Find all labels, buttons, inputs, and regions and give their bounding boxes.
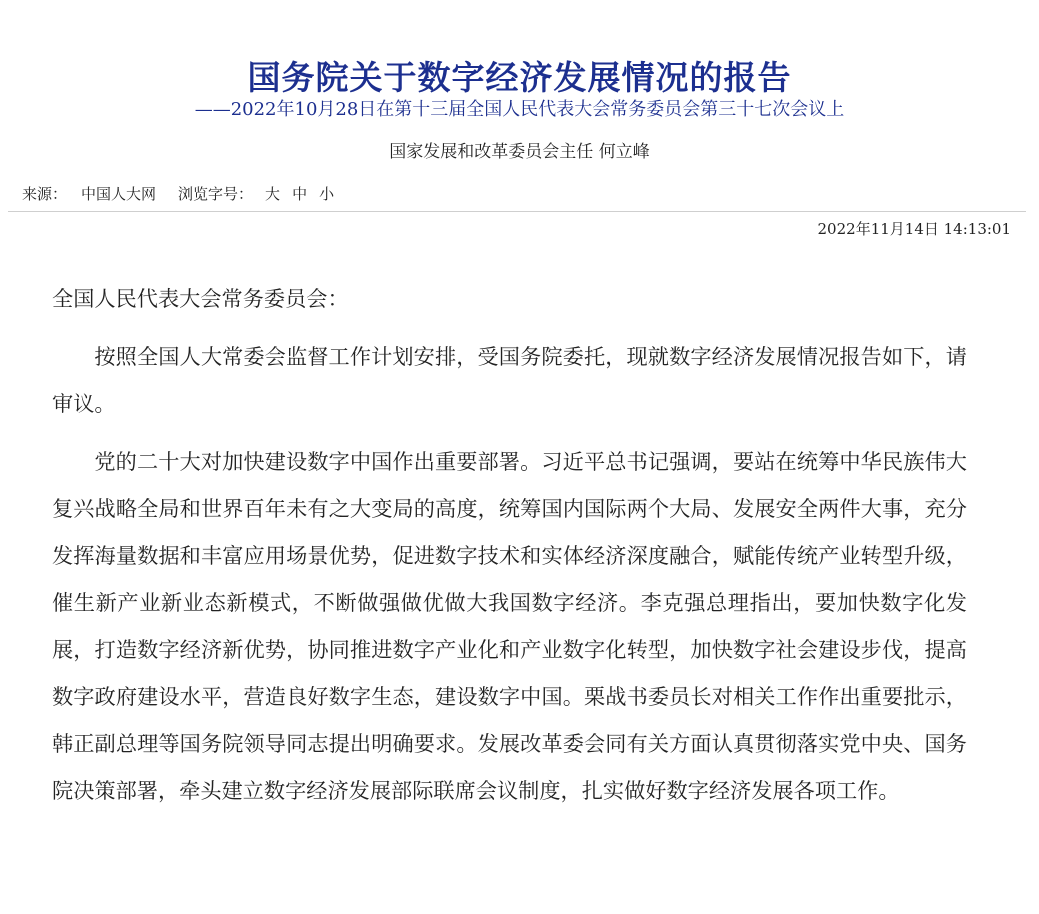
body-paragraph: 党的二十大对加快建设数字中国作出重要部署。习近平总书记强调，要站在统筹中华民族伟大复兴战略全局和世界百年未有之大变局的高度，统筹国内国际两个大局、发展安全两件大事，充分发挥海量数据和丰富应用场景优势，促进数字技术和实体经济深度融合，赋能传统产业转型升级，催生新产业新业态新模式，不断做强做优做大我国数字经济。李克强总理指出，要加快数字化发展，打造数字经济新优势，协同推进数字产业化和产业数字化转型，加快数字社会建设步伐，提高数字政府建设水平，营造良好数字生态，建设数字中国。栗战书委员长对相关工作作出重要批示，韩正副总理等国务院领导同志提出明确要求。发展改革委会同有关方面认真贯彻落实党中央、国务院决策部署，牵头建立数字经济发展部际联席会议制度，扎实做好数字经济发展各项工作。 <box>52 449 967 803</box>
article-subtitle: ——2022年10月28日在第十三届全国人民代表大会常务委员会第三十七次会议上 <box>194 99 845 120</box>
article-body <box>52 275 967 825</box>
article-author: 国家发展和改革委员会主任 何立峰 <box>389 142 650 162</box>
font-size-large-button[interactable]: 大 <box>265 185 281 203</box>
font-size-small-button[interactable]: 小 <box>319 185 335 203</box>
source-label: 来源： <box>22 185 68 203</box>
font-size-label: 浏览字号： <box>178 185 254 203</box>
salutation: 全国人民代表大会常务委员会： <box>52 286 349 311</box>
header-divider <box>8 211 1026 212</box>
body-paragraph: 按照全国人大常委会监督工作计划安排，受国务院委托，现就数字经济发展情况报告如下，请审议。 <box>52 344 967 416</box>
source-value: 中国人大网 <box>81 185 157 203</box>
font-size-medium-button[interactable]: 中 <box>292 185 308 203</box>
publish-timestamp: 2022年11月14日 14:13:01 <box>817 220 1011 238</box>
meta-bar <box>22 183 334 204</box>
article-title: 国务院关于数字经济发展情况的报告 <box>247 58 792 98</box>
